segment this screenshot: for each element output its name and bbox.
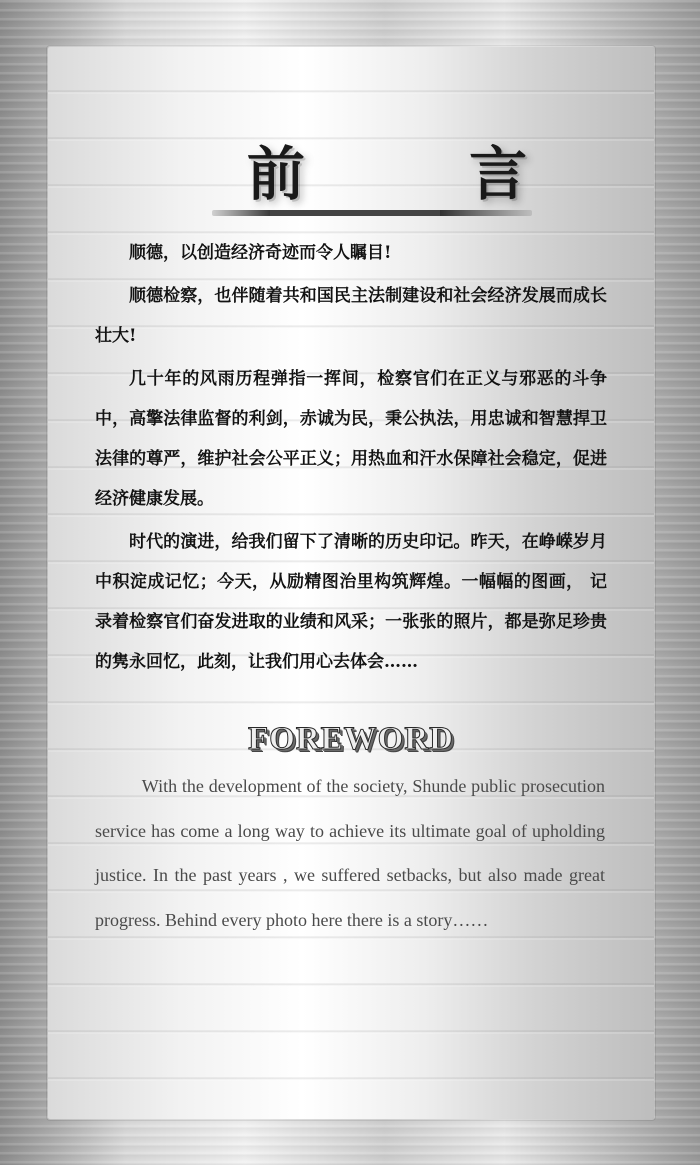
chinese-paragraph-1: 顺德，以创造经济奇迹而令人瞩目! [129, 243, 392, 263]
chinese-paragraph-4: 时代的演进，给我们留下了清晰的历史印记。昨天，在峥嵘岁月中积淀成记忆；今天，从励精图治里构筑辉煌。一幅幅的图画， 记录着检察官们奋发进取的业绩和风采；一张张的照片，都是弥足珍贵的隽永回忆，此刻，让我们用心去体会…… [95, 532, 607, 672]
chinese-paragraph-3: 几十年的风雨历程弹指一挥间，检察官们在正义与邪恶的斗争中，高擎法律监督的利剑，赤诚为民，秉公执法，用忠诚和智慧捍卫法律的尊严，维护社会公平正义；用热血和汗水保障社会稳定，促进经济健康发展。 [95, 369, 607, 509]
chinese-preface [95, 233, 607, 685]
title-block [48, 139, 654, 219]
english-foreword-paragraph: With the development of the society, Shunde public prosecution service has come a long way to achieve its ultimate goal of upholding justice. In the past years , we suffered setbacks, but also made great progress. Behind every photo here there is a story…… [95, 776, 605, 930]
brushed-metal-panel [48, 47, 654, 1119]
page-title: 前 言 [246, 140, 600, 208]
foreword-heading: FOREWORD [248, 721, 454, 757]
title-underline [212, 210, 532, 216]
chinese-paragraph-2: 顺德检察，也伴随着共和国民主法制建设和社会经济发展而成长壮大! [95, 286, 607, 346]
